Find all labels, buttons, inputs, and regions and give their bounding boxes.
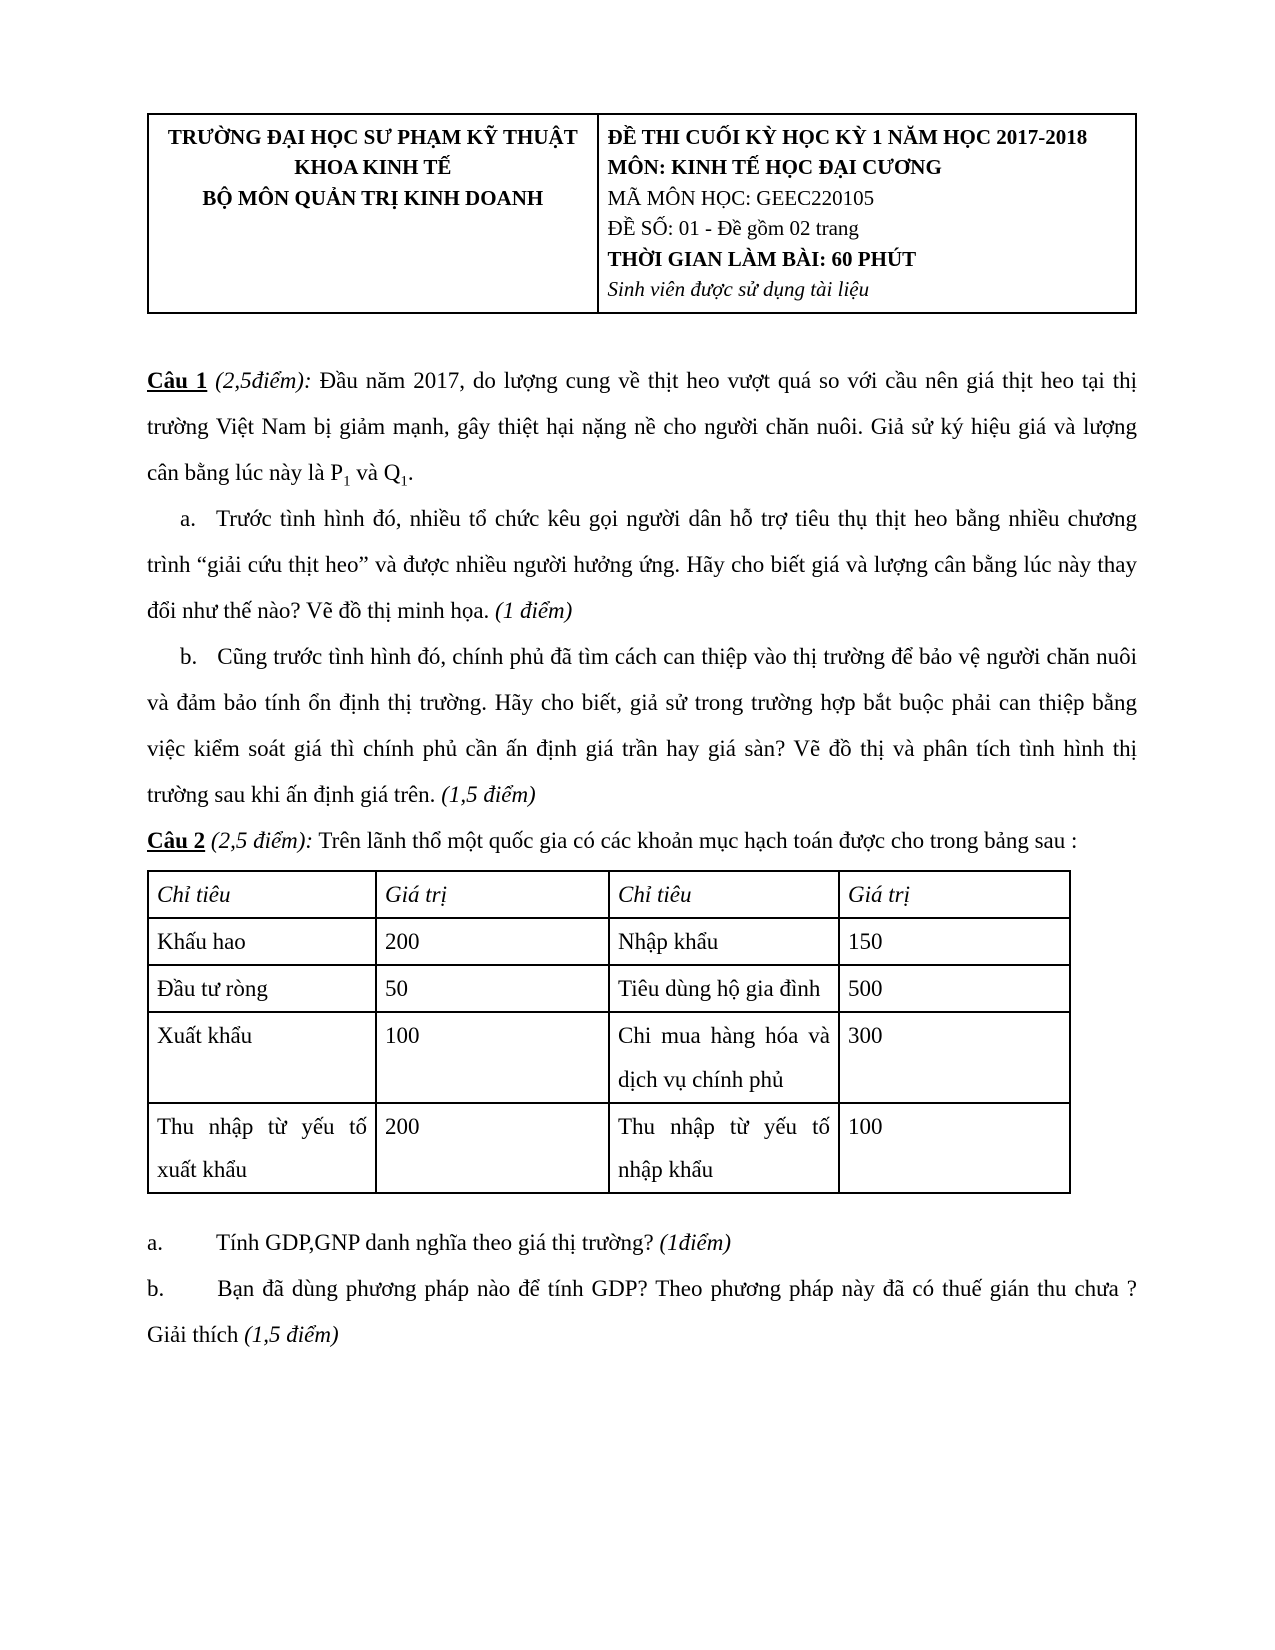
question-2a-text: Tính GDP,GNP danh nghĩa theo giá thị trường? [215, 1230, 660, 1256]
table-header-cell: Giá trị [376, 871, 609, 918]
exam-body [147, 358, 1137, 1359]
exam-header-table [147, 113, 1137, 314]
table-row [148, 965, 1070, 1012]
table-cell: Tiêu dùng hộ gia đình [609, 965, 839, 1012]
question-1-label: Câu 1 [147, 367, 208, 393]
table-cell: Khấu hao [148, 918, 376, 965]
accounting-table [147, 870, 1071, 1195]
table-cell: 300 [839, 1012, 1070, 1102]
exam-title: ĐỀ THI CUỐI KỲ HỌC KỲ 1 NĂM HỌC 2017-2018 [607, 125, 1088, 149]
question-1b [147, 634, 1137, 818]
table-cell: Chi mua hàng hóa và dịch vụ chính phủ [609, 1012, 839, 1102]
table-row [148, 1012, 1070, 1102]
question-2a-points: (1điểm) [659, 1230, 731, 1256]
question-2-intro [147, 818, 1137, 864]
question-1a [147, 496, 1137, 634]
question-2b-marker: b. [147, 1276, 165, 1302]
exam-info-block [598, 114, 1136, 313]
faculty-name: KHOA KINH TẾ [294, 155, 452, 180]
subscript-q1: 1 [400, 473, 408, 490]
subscript-p1: 1 [343, 473, 351, 490]
table-cell: 100 [839, 1103, 1070, 1193]
table-cell: Nhập khẩu [609, 918, 839, 965]
exam-duration: THỜI GIAN LÀM BÀI: 60 PHÚT [607, 246, 917, 271]
question-1b-marker: b. [180, 643, 198, 669]
subject-name: MÔN: KINH TẾ HỌC ĐẠI CƯƠNG [607, 155, 942, 180]
question-2a [147, 1220, 1137, 1266]
question-1b-points: (1,5 điểm) [441, 781, 536, 807]
question-2-points: (2,5 điểm): [205, 827, 314, 853]
table-cell: 100 [376, 1012, 609, 1102]
table-cell: Xuất khẩu [148, 1012, 376, 1102]
question-1-points: (2,5điểm): [207, 367, 312, 393]
table-cell: 200 [376, 918, 609, 965]
table-header-cell: Chỉ tiêu [609, 871, 839, 918]
materials-note: Sinh viên được sử dụng tài liệu [607, 277, 870, 302]
table-header-cell: Chỉ tiêu [148, 871, 376, 918]
institution-block [148, 114, 598, 313]
table-row [148, 918, 1070, 965]
question-2-text: Trên lãnh thổ một quốc gia có các khoản mục hạch toán được cho trong bảng sau : [313, 827, 1078, 853]
table-cell: Thu nhập từ yếu tố xuất khẩu [148, 1103, 376, 1193]
table-cell: Đầu tư ròng [148, 965, 376, 1012]
question-2-label: Câu 2 [147, 827, 206, 853]
question-1a-marker: a. [180, 505, 196, 531]
course-code: MÃ MÔN HỌC: GEEC220105 [607, 185, 875, 210]
table-cell: 50 [376, 965, 609, 1012]
question-2a-marker: a. [147, 1230, 163, 1256]
question-1b-text: Cũng trước tình hình đó, chính phủ đã tìm cách can thiệp vào thị trường để bảo vệ người chăn nuôi và đảm bảo tính ổn định thị trường. Hãy cho biết, giả sử trong trường hợp bắt buộc phải can thiệp bằng việc kiểm soát giá thì chính phủ cần ấn định giá trần hay giá sàn? Vẽ đồ thị và phân tích tình hình thị trường sau khi ấn định giá trên. [147, 643, 1137, 807]
table-header-cell: Giá trị [839, 871, 1070, 918]
question-1-text-end: . [407, 459, 414, 485]
table-cell: 150 [839, 918, 1070, 965]
table-cell: 500 [839, 965, 1070, 1012]
table-header-row [148, 871, 1070, 918]
exam-number: ĐỀ SỐ: 01 - Đề gồm 02 trang [607, 216, 859, 241]
question-2-subitems [147, 1220, 1137, 1358]
table-cell: 200 [376, 1103, 609, 1193]
table-cell: Thu nhập từ yếu tố nhập khẩu [609, 1103, 839, 1193]
question-2b [147, 1266, 1137, 1358]
question-2b-text: Bạn đã dùng phương pháp nào để tính GDP? Theo phương pháp này đã có thuế gián thu chưa ? Giải thích [147, 1276, 1137, 1348]
question-1-text: Đầu năm 2017, do lượng cung về thịt heo vượt quá so với cầu nên giá thịt heo tại thị trường Việt Nam bị giảm mạnh, gây thiệt hại nặng nề cho người chăn nuôi. Giả sử ký hiệu giá và lượng cân bằng lúc này là P [147, 367, 1137, 485]
question-1-text-mid: và Q [350, 459, 401, 485]
table-row [148, 1103, 1070, 1193]
department-name: BỘ MÔN QUẢN TRỊ KINH DOANH [202, 185, 544, 210]
question-1a-text: Trước tình hình đó, nhiều tổ chức kêu gọi người dân hỗ trợ tiêu thụ thịt heo bằng nhiều chương trình “giải cứu thịt heo” và được nhiều người hưởng ứng. Hãy cho biết giá và lượng cân bằng lúc này thay đổi như thế nào? Vẽ đồ thị minh họa. [147, 505, 1137, 623]
university-name: TRƯỜNG ĐẠI HỌC SƯ PHẠM KỸ THUẬT [167, 125, 578, 149]
question-2b-points: (1,5 điểm) [244, 1322, 339, 1348]
question-1a-points: (1 điểm) [495, 597, 573, 623]
question-1-intro [147, 358, 1137, 496]
